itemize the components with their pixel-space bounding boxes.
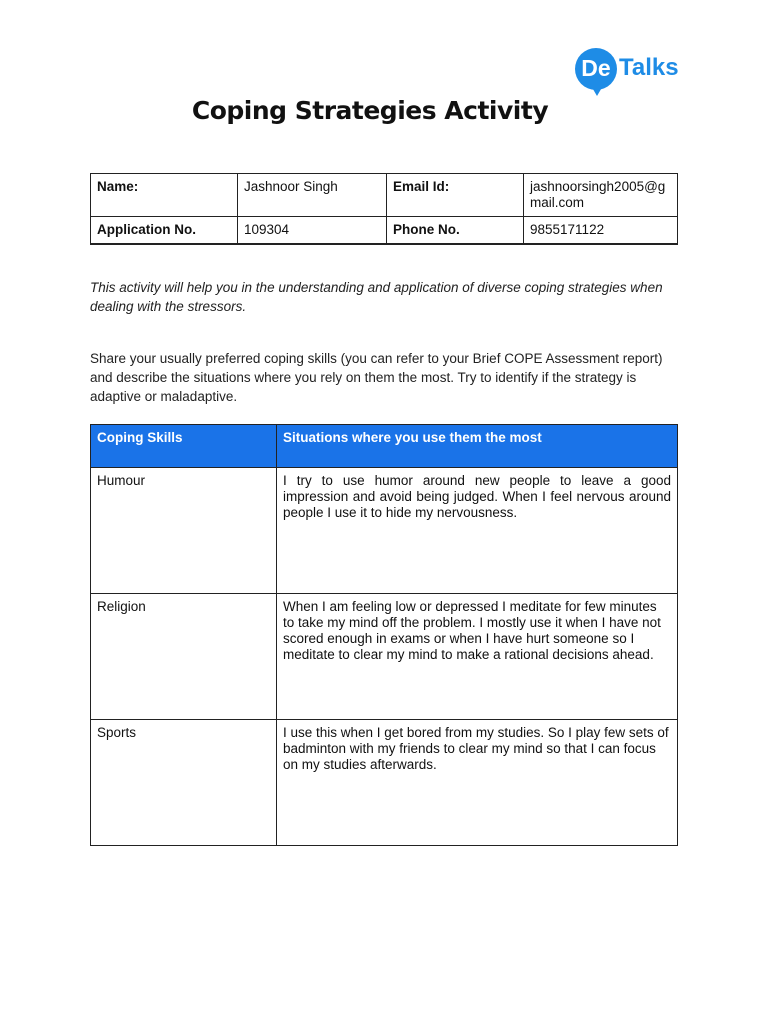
header-situations: Situations where you use them the most [277,425,678,468]
coping-table-header [91,425,678,468]
table-row [91,468,678,594]
application-value: 109304 [238,217,387,245]
detalks-logo [575,48,685,100]
instruction-text: Share your usually preferred coping skills (you can refer to your Brief COPE Assessment report) and describe the situations where you rely on them the most. Try to identify if the strategy is adaptive or maladaptive. [90,351,663,404]
name-value: Jashnoor Singh [238,174,387,217]
application-label: Application No. [91,217,238,245]
applicant-info-table [90,173,678,245]
table-row [91,720,678,846]
skill-cell: Humour [91,468,277,594]
email-label: Email Id: [387,174,524,217]
header-coping-skills: Coping Skills [91,425,277,468]
skill-cell: Sports [91,720,277,846]
info-row [91,174,678,217]
situation-cell: I try to use humor around new people to leave a good impression and avoid being judged. When I feel nervous around people I use it to hide my nervousness. [277,468,678,594]
situation-cell: I use this when I get bored from my studies. So I play few sets of badminton with my friends to clear my mind so that I can focus on my studies afterwards. [277,720,678,846]
phone-value: 9855171122 [524,217,678,245]
table-row [91,594,678,720]
skill-cell: Religion [91,594,277,720]
page-title: Coping Strategies Activity [191,96,549,125]
name-label: Name: [91,174,238,217]
phone-label: Phone No. [387,217,524,245]
info-row [91,217,678,245]
logo-bubble-tail [590,84,604,96]
logo-word: Talks [619,54,679,81]
coping-skills-table [90,424,678,846]
intro-text: This activity will help you in the understanding and application of diverse coping strategies when dealing with the stressors. [90,280,663,314]
email-value: jashnoorsingh2005@gmail.com [524,174,678,217]
situation-cell: When I am feeling low or depressed I meditate for few minutes to take my mind off the problem. I mostly use it when I have not scored enough in exams or when I have hurt someone so I meditate to clear my mind to make a rational decisions ahead. [277,594,678,720]
logo-mark: De [581,55,611,81]
